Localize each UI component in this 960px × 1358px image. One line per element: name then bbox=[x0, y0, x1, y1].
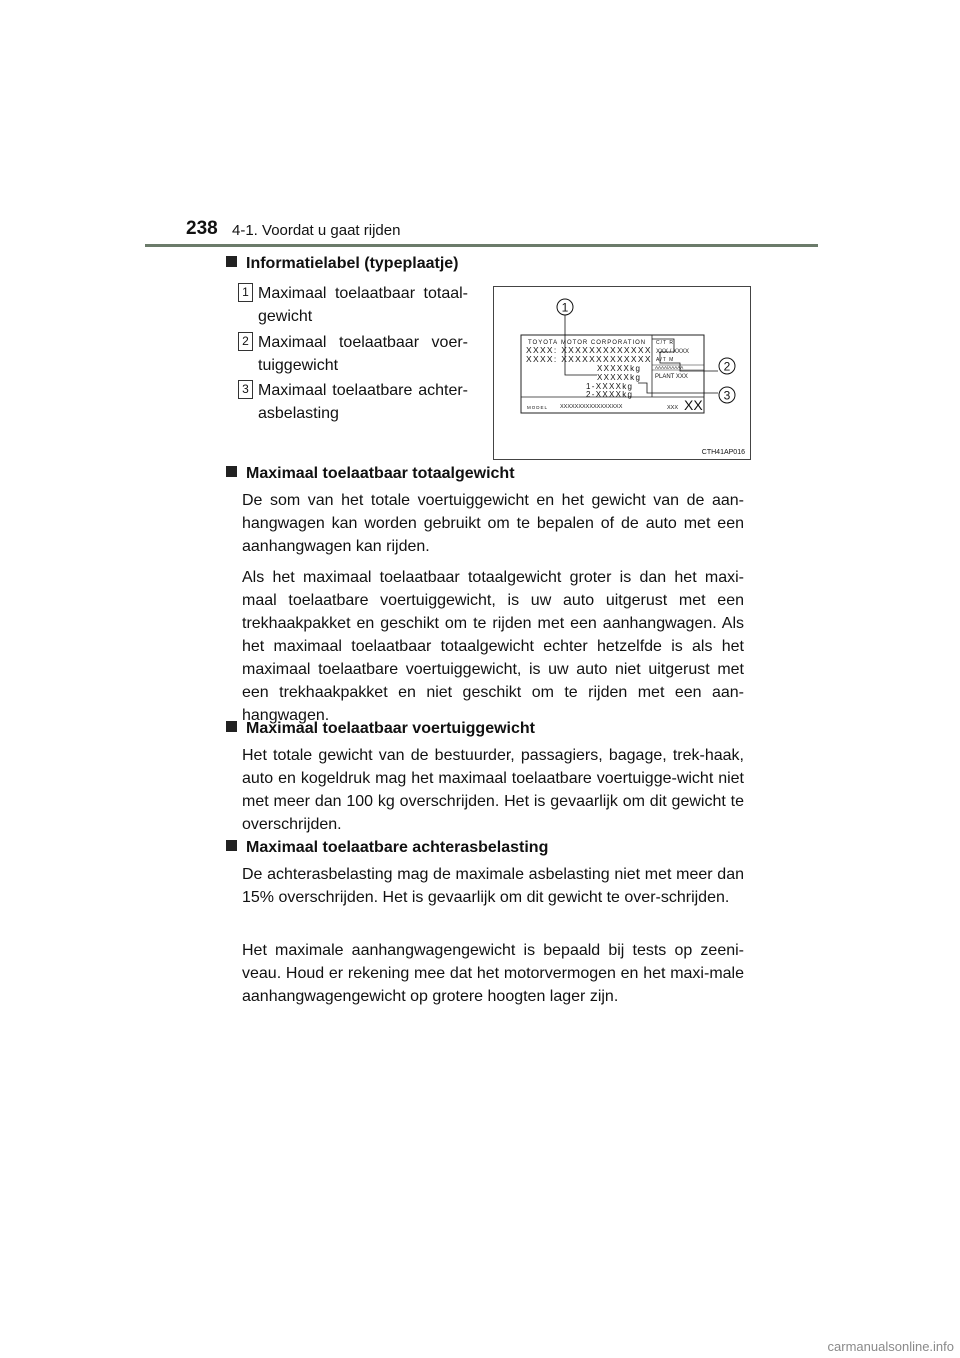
section-heading-rear-axle: Maximaal toelaatbare achterasbelasting bbox=[226, 839, 548, 857]
paragraph: De achterasbelasting mag de maximale asbelasting niet met meer dan 15% overschrijden. Het is gevaarlijk om dit gewicht te over-schrijden. bbox=[242, 866, 744, 906]
legend-item-1 bbox=[238, 282, 468, 328]
label-model-label: MODEL bbox=[527, 405, 549, 410]
paragraph: De som van het totale voertuiggewicht en het gewicht van de aan-hangwagen kan worden gebruikt om te bepalen of de auto met een aanhangwagen kan rijden. bbox=[242, 492, 744, 555]
info-label-figure bbox=[493, 286, 751, 460]
label-axle-1: 1-XXXXkg bbox=[586, 382, 634, 391]
section-title: 4-1. Voordat u gaat rijden bbox=[232, 222, 401, 239]
figure-code: CTH41AP016 bbox=[701, 449, 745, 456]
label-aaaa: AAAA/AAAAA bbox=[655, 365, 684, 370]
legend-item-3 bbox=[238, 379, 468, 425]
watermark: carmanualsonline.info bbox=[827, 1339, 954, 1354]
header-divider bbox=[145, 244, 818, 247]
page-number: 238 bbox=[186, 218, 218, 239]
callout-2-number: 2 bbox=[723, 359, 731, 374]
square-bullet-icon bbox=[226, 840, 237, 851]
callout-number: 1 bbox=[238, 283, 253, 302]
label-ctr: C/T R bbox=[656, 340, 674, 346]
label-xxx: XXX / XXXX bbox=[656, 349, 690, 355]
label-model-value: XXXXXXXXXXXXXXXXX bbox=[560, 404, 623, 410]
square-bullet-icon bbox=[226, 466, 237, 477]
label-plant: PLANT XXX bbox=[655, 374, 688, 380]
paragraph: Het totale gewicht van de bestuurder, passagiers, bagage, trek-haak, auto en kogeldruk mag het maximaal toelaatbare voertuigge-wicht niet met meer dan 100 kg overschrijden. Het is gevaarlijk om dit gewicht te overschrijden. bbox=[242, 747, 744, 833]
label-row-1: XXXX: XXXXXXXXXXXXX bbox=[526, 345, 652, 355]
legend-text: Maximaal toelaatbaar totaal-gewicht bbox=[258, 285, 468, 325]
label-xxx-small: XXX bbox=[667, 405, 679, 411]
legend-text: Maximaal toelaatbaar voer-tuiggewicht bbox=[258, 334, 468, 374]
label-xx-big: XX bbox=[684, 397, 703, 413]
section-heading-total-weight: Maximaal toelaatbaar totaalgewicht bbox=[226, 465, 515, 483]
legend-item-2 bbox=[238, 331, 468, 377]
label-atm: A/T M bbox=[656, 357, 675, 363]
label-brand: TOYOTA bbox=[528, 340, 559, 346]
callout-number: 2 bbox=[238, 332, 253, 351]
info-label-heading: Informatielabel (typeplaatje) bbox=[226, 255, 459, 273]
square-bullet-icon bbox=[226, 721, 237, 732]
square-bullet-icon bbox=[226, 256, 237, 267]
label-row-2: XXXX: XXXXXXXXXXXXX bbox=[526, 354, 652, 364]
callout-number: 3 bbox=[238, 380, 253, 399]
callout-1-number: 1 bbox=[561, 300, 569, 315]
label-kg-1: XXXXXkg bbox=[597, 364, 642, 373]
label-axle-2: 2-XXXXkg bbox=[586, 390, 634, 399]
info-label-illustration bbox=[494, 287, 750, 459]
label-corporation: MOTOR CORPORATION bbox=[561, 340, 647, 346]
callout-3-number: 3 bbox=[723, 388, 731, 403]
paragraph: Het maximale aanhangwagengewicht is bepaald bij tests op zeeni-veau. Houd er rekening mee dat het motorvermogen en het maxi-male aanhangwagengewicht op grotere hoogten lager zijn. bbox=[242, 942, 744, 1005]
label-kg-2: XXXXXkg bbox=[597, 373, 642, 382]
legend-text: Maximaal toelaatbare achter-asbelasting bbox=[258, 382, 468, 422]
section-heading-vehicle-weight: Maximaal toelaatbaar voertuiggewicht bbox=[226, 720, 535, 738]
paragraph: Als het maximaal toelaatbaar totaalgewicht groter is dan het maxi-maal toelaatbare voertuiggewicht, is uw auto uitgerust met een trekhaakpakket en geschikt om te rijden met een aanhangwagen. Als het maximaal toelaatbaar totaalgewicht echter hetzelfde is als het maximaal toelaatbare voertuiggewicht, is uw auto niet uitgerust met een trekhaakpakket en niet geschikt om te rijden met een aan-hangwagen. bbox=[242, 569, 744, 724]
